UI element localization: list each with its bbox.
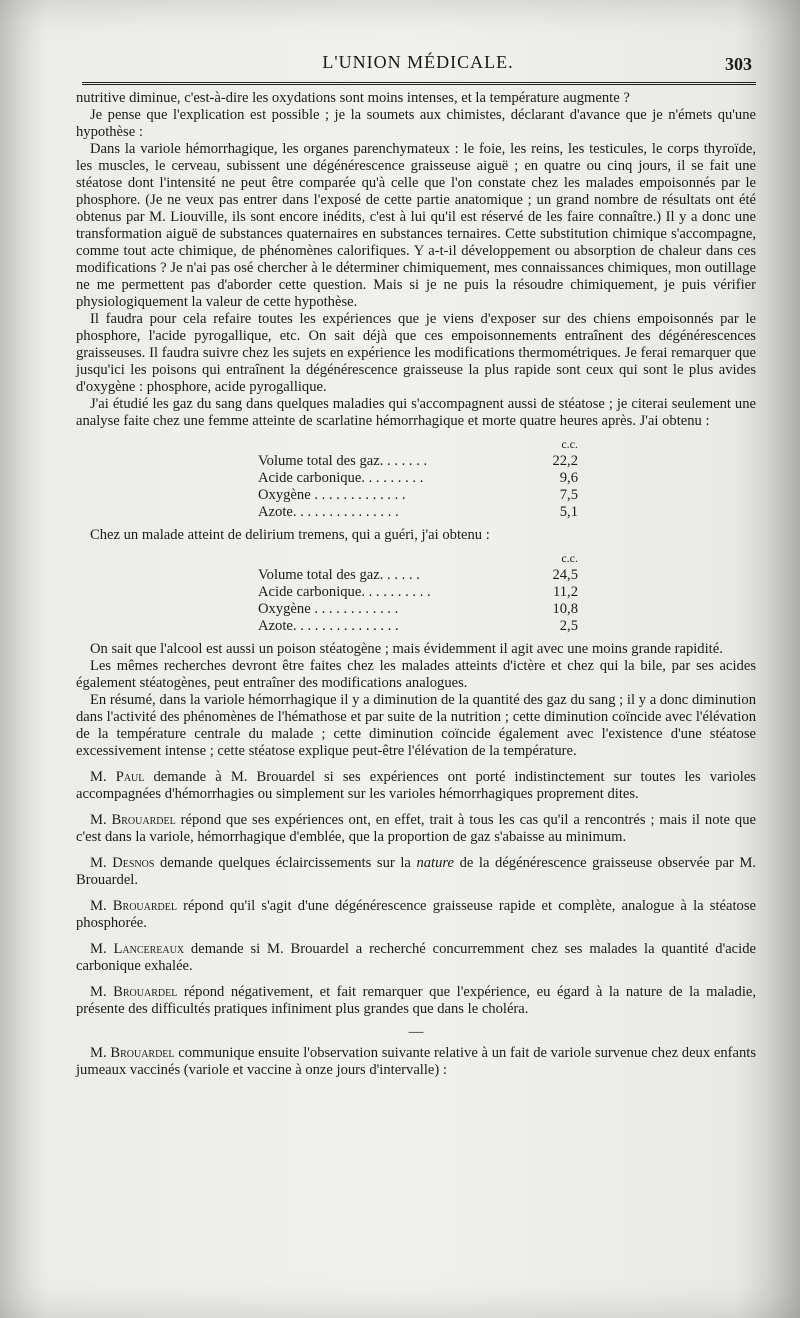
paragraph	[76, 812, 756, 846]
table-row	[258, 601, 578, 618]
paragraph	[76, 1045, 756, 1079]
row-label: Oxygène . . . . . . . . . . . .	[258, 601, 399, 617]
speaker-name: M. Paul	[90, 769, 145, 785]
row-label: Volume total des gaz. . . . . .	[258, 567, 420, 583]
row-label: Acide carbonique. . . . . . . . .	[258, 470, 424, 486]
article-body	[76, 90, 756, 1079]
gas-analysis-table-1	[258, 436, 578, 521]
row-label: Volume total des gaz. . . . . . .	[258, 453, 428, 469]
page-header	[80, 52, 756, 78]
paragraph: On sait que l'alcool est aussi un poison stéatogène ; mais évidemment il agit avec une moins grande rapidité.	[90, 641, 723, 657]
row-label: Oxygène . . . . . . . . . . . . .	[258, 487, 406, 503]
row-value: 9,6	[559, 470, 578, 486]
paragraph: nutritive diminue, c'est-à-dire les oxydations sont moins intenses, et la température augmente ?	[76, 90, 630, 106]
row-value: 11,2	[553, 584, 578, 600]
paragraph: Chez un malade atteint de delirium tremens, qui a guéri, j'ai obtenu :	[90, 527, 490, 543]
table-row	[258, 567, 578, 584]
unit-label: c.c.	[561, 437, 578, 451]
row-label: Azote. . . . . . . . . . . . . . .	[258, 504, 399, 520]
table-row	[258, 618, 578, 635]
table-row	[258, 453, 578, 470]
paragraph	[76, 984, 756, 1018]
section-separator: —	[408, 1024, 424, 1040]
table-row	[258, 487, 578, 504]
paragraph-text: de la dégénérescence graisseuse observée par M. Brouardel.	[76, 855, 756, 888]
paragraph-text: répond qu'il s'agit d'une dégénérescence graisseuse rapide et complète, analogue à la stéatose phosphorée.	[76, 898, 757, 931]
paragraph: J'ai étudié les gaz du sang dans quelques maladies qui s'accompagnent aussi de stéatose ; je citerai seulement une analyse faite chez une femme atteinte de scarlatine hémorrhagique et morte quatre heures après. J'ai obtenu :	[76, 396, 756, 429]
paragraph: En résumé, dans la variole hémorrhagique il y a diminution de la quantité des gaz du sang ; il y a donc diminution dans l'activité des phénomènes de l'hémathose et par suite de la nutrition ; cette diminution coïncide avec l'élévation de la température centrale du malade ; cette diminution coïncide également avec l'existence d'une stéatose excessivement intense ; cette stéatose explique peut-être l'élévation de la température.	[76, 692, 756, 759]
paragraph-text: répond négativement, et fait remarquer que l'expérience, eu égard à la nature de la maladie, présente des difficultés pratiques infiniment plus grandes que dans le choléra.	[76, 984, 757, 1017]
row-value: 5,1	[559, 504, 578, 520]
unit-label: c.c.	[561, 551, 578, 565]
paragraph-text: demande à M. Brouardel si ses expériences ont porté indistinctement sur toutes les varioles accompagnées d'hémorrhagies ou simplement sur les varioles hémorrhagiques proprement dites.	[76, 769, 756, 802]
table-row	[258, 504, 578, 521]
paragraph	[76, 941, 756, 975]
speaker-name: M. Brouardel	[90, 1045, 175, 1061]
row-value: 22,2	[552, 453, 578, 469]
row-label: Azote. . . . . . . . . . . . . . .	[258, 618, 399, 634]
paragraph	[76, 898, 756, 932]
speaker-name: M. Brouardel	[90, 812, 176, 828]
paragraph-text: communique ensuite l'observation suivante relative à un fait de variole survenue chez deux enfants jumeaux vaccinés (variole et vaccine à onze jours d'intervalle) :	[76, 1045, 756, 1078]
speaker-name: M. Brouardel	[90, 898, 177, 914]
emphasis-text: nature	[416, 855, 454, 871]
paragraph	[76, 769, 756, 803]
row-value: 7,5	[559, 487, 578, 503]
page-number: 303	[725, 54, 752, 74]
running-title: L'UNION MÉDICALE.	[322, 52, 514, 72]
speaker-name: M. Desnos	[90, 855, 155, 871]
header-rule	[82, 82, 756, 85]
row-value: 2,5	[559, 618, 578, 634]
paragraph-text: répond que ses expériences ont, en effet, trait à tous les cas qu'il a rencontrés ; mais il note que c'est dans la variole, hémorrhagique d'emblée, que la proportion de gaz s'abaisse au minimum.	[76, 812, 757, 845]
paragraph: Les mêmes recherches devront être faites chez les malades atteints d'ictère et chez qui la bile, par ses acides également stéatogènes, peut entraîner des modifications analogues.	[76, 658, 756, 691]
gas-analysis-table-2	[258, 550, 578, 635]
table-row	[258, 584, 578, 601]
speaker-name: M. Brouardel	[90, 984, 178, 1000]
paragraph-text: demande quelques éclaircissements sur la	[154, 855, 417, 871]
row-value: 24,5	[552, 567, 578, 583]
paragraph-text: demande si M. Brouardel a recherché concurremment chez ses malades la quantité d'acide carbonique exhalée.	[76, 941, 756, 974]
row-label: Acide carbonique. . . . . . . . . .	[258, 584, 431, 600]
paragraph: Dans la variole hémorrhagique, les organes parenchymateux : le foie, les reins, les testicules, le corps thyroïde, les muscles, le cerveau, subissent une dégénérescence graisseuse aiguë ; en quatre ou cinq jours, il se fait une stéatose dont l'intensité ne peut être comparée qu'à celle que l'on constate chez les malades empoisonnés par le phosphore. (Je ne veux pas entrer dans l'exposé de cette partie anatomique ; un grand nombre de résultats ont été obtenus par M. Liouville, ils sont encore inédits, c'est à lui qu'il est réservé de les faire connaître.) Il y a donc une transformation aiguë de substances quaternaires en substances ternaires. Cette substitution chimique s'accompagne, comme tout acte chimique, de phénomènes calorifiques. Y a-t-il développement ou absorption de chaleur dans ces modifications ? Je n'ai pas osé chercher à le déterminer chimiquement, mes connaissances chimiques, mon outillage ne me permettent pas d'aborder cette question. Mais si je ne puis la résoudre chimiquement, je puis vérifier physiologiquement la valeur de cette hypothèse.	[76, 141, 756, 310]
paragraph	[76, 855, 756, 889]
paragraph: Il faudra pour cela refaire toutes les expériences que je viens d'exposer sur des chiens empoisonnés par le phosphore, l'acide pyrogallique, etc. On sait déjà que ces empoisonnements entraînent des dégénérescences graisseuses. Il faudra suivre chez les sujets en expérience les modifications thermométriques. Je ferai remarquer que jusqu'ici les poisons qui entraînent la dégénérescence graisseuse la plus rapide sont ceux qui sont le plus avides d'oxygène : phosphore, acide pyrogallique.	[76, 311, 756, 395]
speaker-name: M. Lancereaux	[90, 941, 185, 957]
table-row	[258, 470, 578, 487]
row-value: 10,8	[552, 601, 578, 617]
paragraph: Je pense que l'explication est possible ; je la soumets aux chimistes, déclarant d'avance que je n'émets qu'une hypothèse :	[76, 107, 756, 140]
